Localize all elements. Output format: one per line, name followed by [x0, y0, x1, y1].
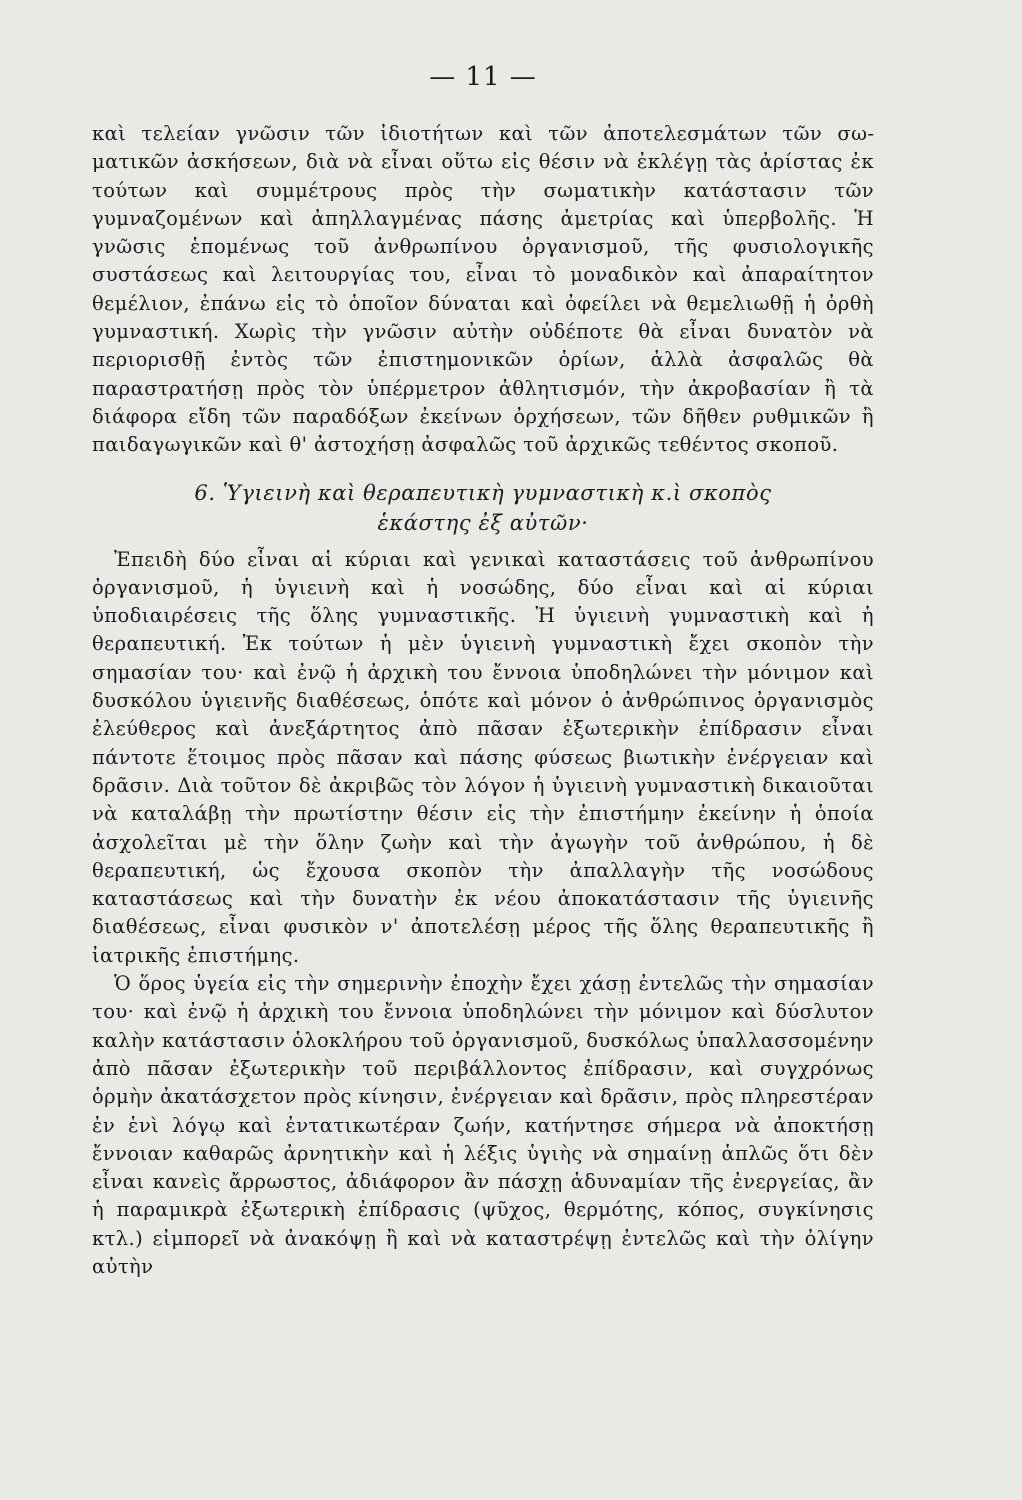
section-heading	[92, 478, 874, 538]
section-heading-line-2: ἑκάστης ἐξ αὐτῶν·	[377, 510, 589, 535]
section-paragraph-2: Ὁ ὅρος ὑγεία εἰς τὴν σημερινὴν ἐποχὴν ἔχει χάσῃ ἐντελῶς τὴν σημασίαν του· καὶ ἐνῷ ἡ ἀρχικὴ του ἔννοια ὑποδηλώνει τὴν μόνιμον καὶ δύσλυτον καλὴν κατάστασιν ὁλοκλήρου τοῦ ὀργανισμοῦ, δυσκόλως ὑπαλλασσομένην ἀπὸ πᾶσαν ἐξωτερικὴν τοῦ περιβάλλοντος ἐπίδρασιν, καὶ συγχρόνως ὁρμὴν ἀκατάσχετον πρὸς κίνησιν, ἐνέργειαν καὶ δρᾶσιν, πρὸς πληρεστέραν ἐν ἑνὶ λόγῳ καὶ ἐντατικωτέραν ζωήν, κατήντησε σήμερα νὰ ἀποκτήσῃ ἔννοιαν καθαρῶς ἀρνητικὴν καὶ ἡ λέξις ὑγιὴς νὰ σημαίνῃ ἁπλῶς ὅτι δὲν εἶναι κανεὶς ἄρρωστος, ἀδιάφορον ἂν πάσχῃ ἀδυναμίαν τῆς ἐνεργείας, ἂν ἡ παραμικρὰ ἐξωτερικὴ ἐπίδρασις (ψῦχος, θερμότης, κόπος, συγκίνησις κτλ.) εἰμπορεῖ νὰ ἀνακόψῃ ἢ καὶ νὰ καταστρέψῃ ἐντελῶς καὶ τὴν ὀλίγην αὐτὴν	[92, 972, 874, 1278]
page-number: — 11 —	[429, 62, 537, 92]
section-heading-line-1: 6. Ὑγιεινὴ καὶ θεραπευτικὴ γυμναστικὴ κ.ὶ σκοπὸς	[194, 480, 772, 505]
section-paragraph-1: Ἐπειδὴ δύο εἶναι αἱ κύριαι καὶ γενικαὶ καταστάσεις τοῦ ἀνθρωπίνου ὀργανισμοῦ, ἡ ὑγιεινὴ καὶ ἡ νοσώδης, δύο εἶναι καὶ αἱ κύριαι ὑποδιαιρέσεις τῆς ὅλης γυμναστικῆς. Ἡ ὑγιεινὴ γυμναστικὴ καὶ ἡ θεραπευτική. Ἐκ τούτων ἡ μὲν ὑγιεινὴ γυμναστικὴ ἔχει σκοπὸν τὴν σημασίαν του· καὶ ἐνῷ ἡ ἀρχικὴ του ἔννοια ὑποδηλώνει τὴν μόνιμον καὶ δυσκόλου ὑγιεινῆς διαθέσεως, ὁπότε καὶ μόνον ὁ ἀνθρώπινος ὀργανισμὸς ἐλεύθερος καὶ ἀνεξάρτητος ἀπὸ πᾶσαν ἐξωτερικὴν ἐπίδρασιν εἶναι πάντοτε ἕτοιμος πρὸς πᾶσαν καὶ πάσης φύσεως βιωτικὴν ἐνέργειαν καὶ δρᾶσιν. Διὰ τοῦτον δὲ ἀκριβῶς τὸν λόγον ἡ ὑγιεινὴ γυμναστικὴ δικαιοῦται νὰ καταλάβῃ τὴν πρωτίστην θέσιν εἰς τὴν ἐπιστήμην ἐκείνην ἡ ὁποία ἀσχολεῖται μὲ τὴν ὅλην ζωὴν καὶ τὴν ἀγωγὴν τοῦ ἀνθρώπου, ἡ δὲ θεραπευτική, ὡς ἔχουσα σκοπὸν τὴν ἀπαλλαγὴν τῆς νοσώδους καταστάσεως καὶ τὴν δυνατὴν ἐκ νέου ἀποκατάστασιν τῆς ὑγιεινῆς διαθέσεως, εἶναι φυσικὸν ν' ἀποτελέσῃ μέρος τῆς ὅλης θεραπευτικῆς ἢ ἰατρικῆς ἐπιστήμης.	[92, 547, 874, 967]
paragraph-continuation: καὶ τελείαν γνῶσιν τῶν ἰδιοτήτων καὶ τῶν ἀποτελεσμάτων τῶν σωματικῶν ἀσκήσεων, διὰ νὰ εἶναι οὕτω εἰς θέσιν νὰ ἐκλέγῃ τὰς ἀρίστας ἐκ τούτων καὶ συμμέτρους πρὸς τὴν σωματικὴν κατάστασιν τῶν γυμναζομένων καὶ ἀπηλλαγμένας πάσης ἀμετρίας καὶ ὑπερβολῆς. Ἡ γνῶσις ἑπομένως τοῦ ἀνθρωπίνου ὀργανισμοῦ, τῆς φυσιολογικῆς συστάσεως καὶ λειτουργίας του, εἶναι τὸ μοναδικὸν καὶ ἀπαραίτητον θεμέλιον, ἐπάνω εἰς τὸ ὁποῖον δύναται καὶ ὀφείλει νὰ θεμελιωθῇ ἡ ὀρθὴ γυμναστική. Χωρὶς τὴν γνῶσιν αὐτὴν οὐδέποτε θὰ εἶναι δυνατὸν νὰ περιορισθῇ ἐντὸς τῶν ἐπιστημονικῶν ὁρίων, ἀλλὰ ἀσφαλῶς θὰ παραστρατήσῃ πρὸς τὸν ὑπέρμετρον ἀθλητισμόν, τὴν ἀκροβασίαν ἢ τὰ διάφορα εἴδη τῶν παραδόξων ἐκείνων ὀρχήσεων, τῶν δῆθεν ρυθμικῶν ἢ παιδαγωγικῶν καὶ θ' ἀστοχήσῃ ἀσφαλῶς τοῦ ἀρχικῶς τεθέντος σκοποῦ.	[92, 122, 874, 457]
